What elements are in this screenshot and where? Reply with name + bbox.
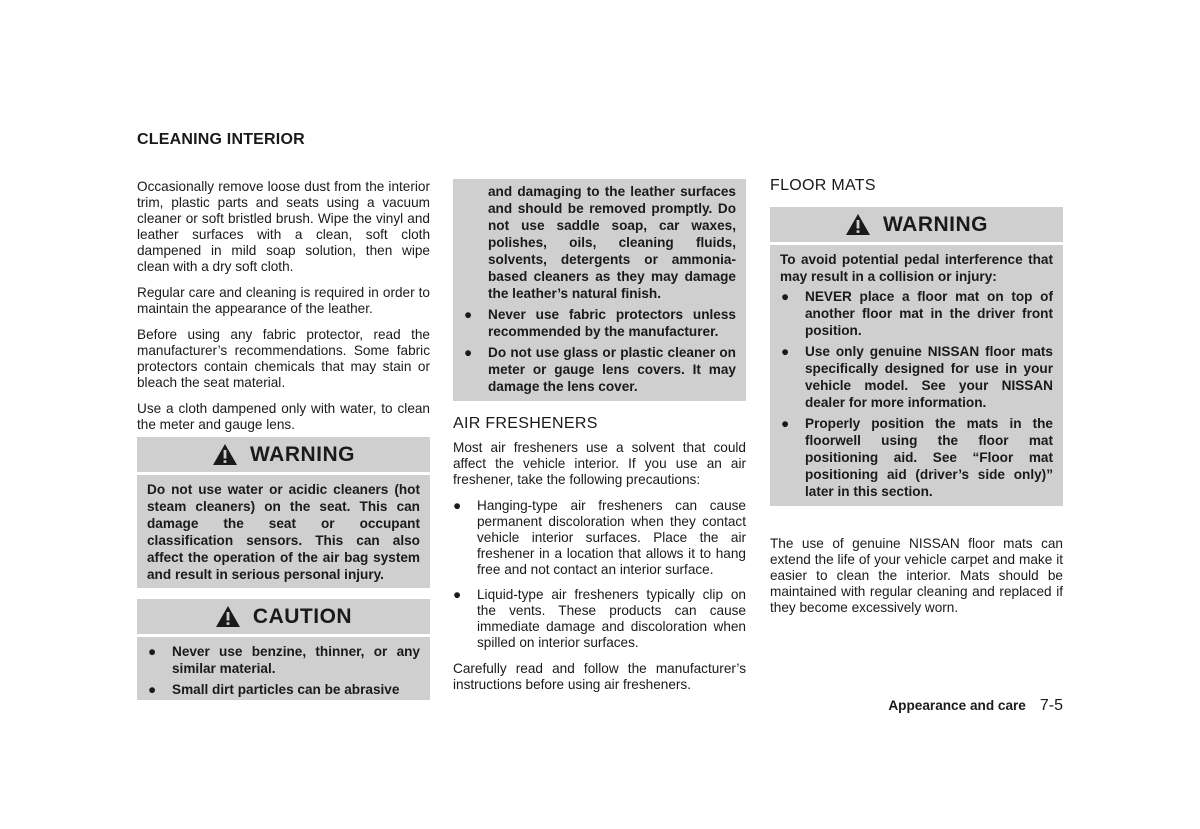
subheading-air-fresheners: AIR FRESHENERS xyxy=(453,415,598,432)
list-item-text: Properly position the mats in the floorwell using the floor mat positioning aid. See “Floor mat positioning aid (driver’s side only)” later in this section. xyxy=(805,416,1053,499)
warning-intro: To avoid potential pedal interference that may result in a collision or injury: xyxy=(780,252,1053,284)
warning-box xyxy=(137,437,430,588)
warning-text: Do not use water or acidic cleaners (hot steam cleaners) on the seat. This can damage the seat or occupant classification sensors. This can also affect the operation of the air bag system and result in serious personal injury. xyxy=(147,482,420,582)
warning-label: WARNING xyxy=(250,442,355,466)
page-number: 7-5 xyxy=(1039,697,1063,714)
list-item: ● Use only genuine NISSAN floor mats specifically designed for use in your vehicle model. See your NISSAN dealer for more information. xyxy=(781,344,1053,410)
caution-box xyxy=(137,599,430,700)
caution-label: CAUTION xyxy=(252,604,353,628)
page-footer xyxy=(888,697,1063,715)
section-title: CLEANING INTERIOR xyxy=(137,131,305,148)
warning-label: WARNING xyxy=(883,212,988,236)
warning-box xyxy=(770,207,1063,506)
list-item-text: Hanging-type air fresheners can cause permanent discoloration when they contact vehicle interior surfaces. Place the air freshener in a location that allows it to hang free and not contact an interior surface. xyxy=(477,498,746,577)
list-item-text: Use only genuine NISSAN floor mats specifically designed for use in your vehicle model. See your NISSAN dealer for more information. xyxy=(805,344,1053,410)
paragraph: Use a cloth dampened only with water, to clean the meter and gauge lens. xyxy=(137,401,430,432)
caution-header xyxy=(137,599,430,634)
paragraph: Carefully read and follow the manufacturer’s instructions before using air fresheners. xyxy=(453,661,746,692)
warning-body xyxy=(137,475,430,588)
list-item: ● Properly position the mats in the floorwell using the floor mat positioning aid. See “Floor mat positioning aid (driver’s side only)” later in this section. xyxy=(781,416,1053,499)
list-item: ● Hanging-type air fresheners can cause permanent discoloration when they contact vehicle interior surfaces. Place the air freshener in a location that allows it to hang free and not contact an interior surface. xyxy=(453,498,746,577)
list-item: ● Do not use glass or plastic cleaner on meter or gauge lens covers. It may damage the lens cover. xyxy=(464,345,736,394)
caution-continued-box xyxy=(453,179,746,401)
paragraph: Before using any fabric protector, read the manufacturer’s recommendations. Some fabric protectors contain chemicals that may stain or bleach the seat material. xyxy=(137,327,430,390)
list-item-text: Small dirt particles can be abrasive xyxy=(172,682,400,697)
list-item: ● Small dirt particles can be abrasive xyxy=(148,682,400,697)
warning-triangle-icon xyxy=(212,443,238,466)
caution-body xyxy=(137,637,430,700)
list-item-text: NEVER place a floor mat on top of another floor mat in the driver front position. xyxy=(805,289,1053,338)
warning-triangle-icon xyxy=(845,213,871,236)
warning-header xyxy=(137,437,430,472)
paragraph: Occasionally remove loose dust from the interior trim, plastic parts and seats using a vacuum cleaner or soft bristled brush. Wipe the vinyl and leather surfaces with a clean, soft cloth dampened in mild soap solution, then wipe clean with a dry soft cloth. xyxy=(137,179,430,274)
footer-section-name: Appearance and care xyxy=(888,698,1026,713)
list-item: ● Never use fabric protectors unless recommended by the manufacturer. xyxy=(464,307,736,339)
list-item-text: Never use benzine, thinner, or any similar material. xyxy=(172,644,420,676)
warning-triangle-icon xyxy=(215,605,241,628)
list-item: ● Liquid-type air fresheners typically clip on the vents. These products can cause immediate damage and discoloration when spilled on interior surfaces. xyxy=(453,587,746,650)
list-item: ● NEVER place a floor mat on top of another floor mat in the driver front position. xyxy=(781,289,1053,338)
continued-text: and damaging to the leather surfaces and should be removed promptly. Do not use saddle soap, car waxes, polishes, oils, cleaning fluids, solvents, detergents or ammonia-based cleaners as they may damage the leather’s natural finish. xyxy=(488,184,736,301)
list-item-text: Never use fabric protectors unless recommended by the manufacturer. xyxy=(488,307,736,339)
warning-body xyxy=(770,245,1063,506)
paragraph: Regular care and cleaning is required in order to maintain the appearance of the leather. xyxy=(137,285,430,316)
warning-header xyxy=(770,207,1063,242)
list-item-text: Liquid-type air fresheners typically clip on the vents. These products can cause immediate damage and discoloration when spilled on interior surfaces. xyxy=(477,587,746,650)
paragraph: Most air fresheners use a solvent that could affect the vehicle interior. If you use an air freshener, take the following precautions: xyxy=(453,440,746,487)
list-item: ● Never use benzine, thinner, or any similar material. xyxy=(148,644,420,676)
paragraph: The use of genuine NISSAN floor mats can extend the life of your vehicle carpet and make it easier to clean the interior. Mats should be maintained with regular cleaning and replaced if they become excessively worn. xyxy=(770,536,1063,615)
subheading-floor-mats: FLOOR MATS xyxy=(770,177,876,194)
list-item-text: Do not use glass or plastic cleaner on meter or gauge lens covers. It may damage the lens cover. xyxy=(488,345,736,394)
